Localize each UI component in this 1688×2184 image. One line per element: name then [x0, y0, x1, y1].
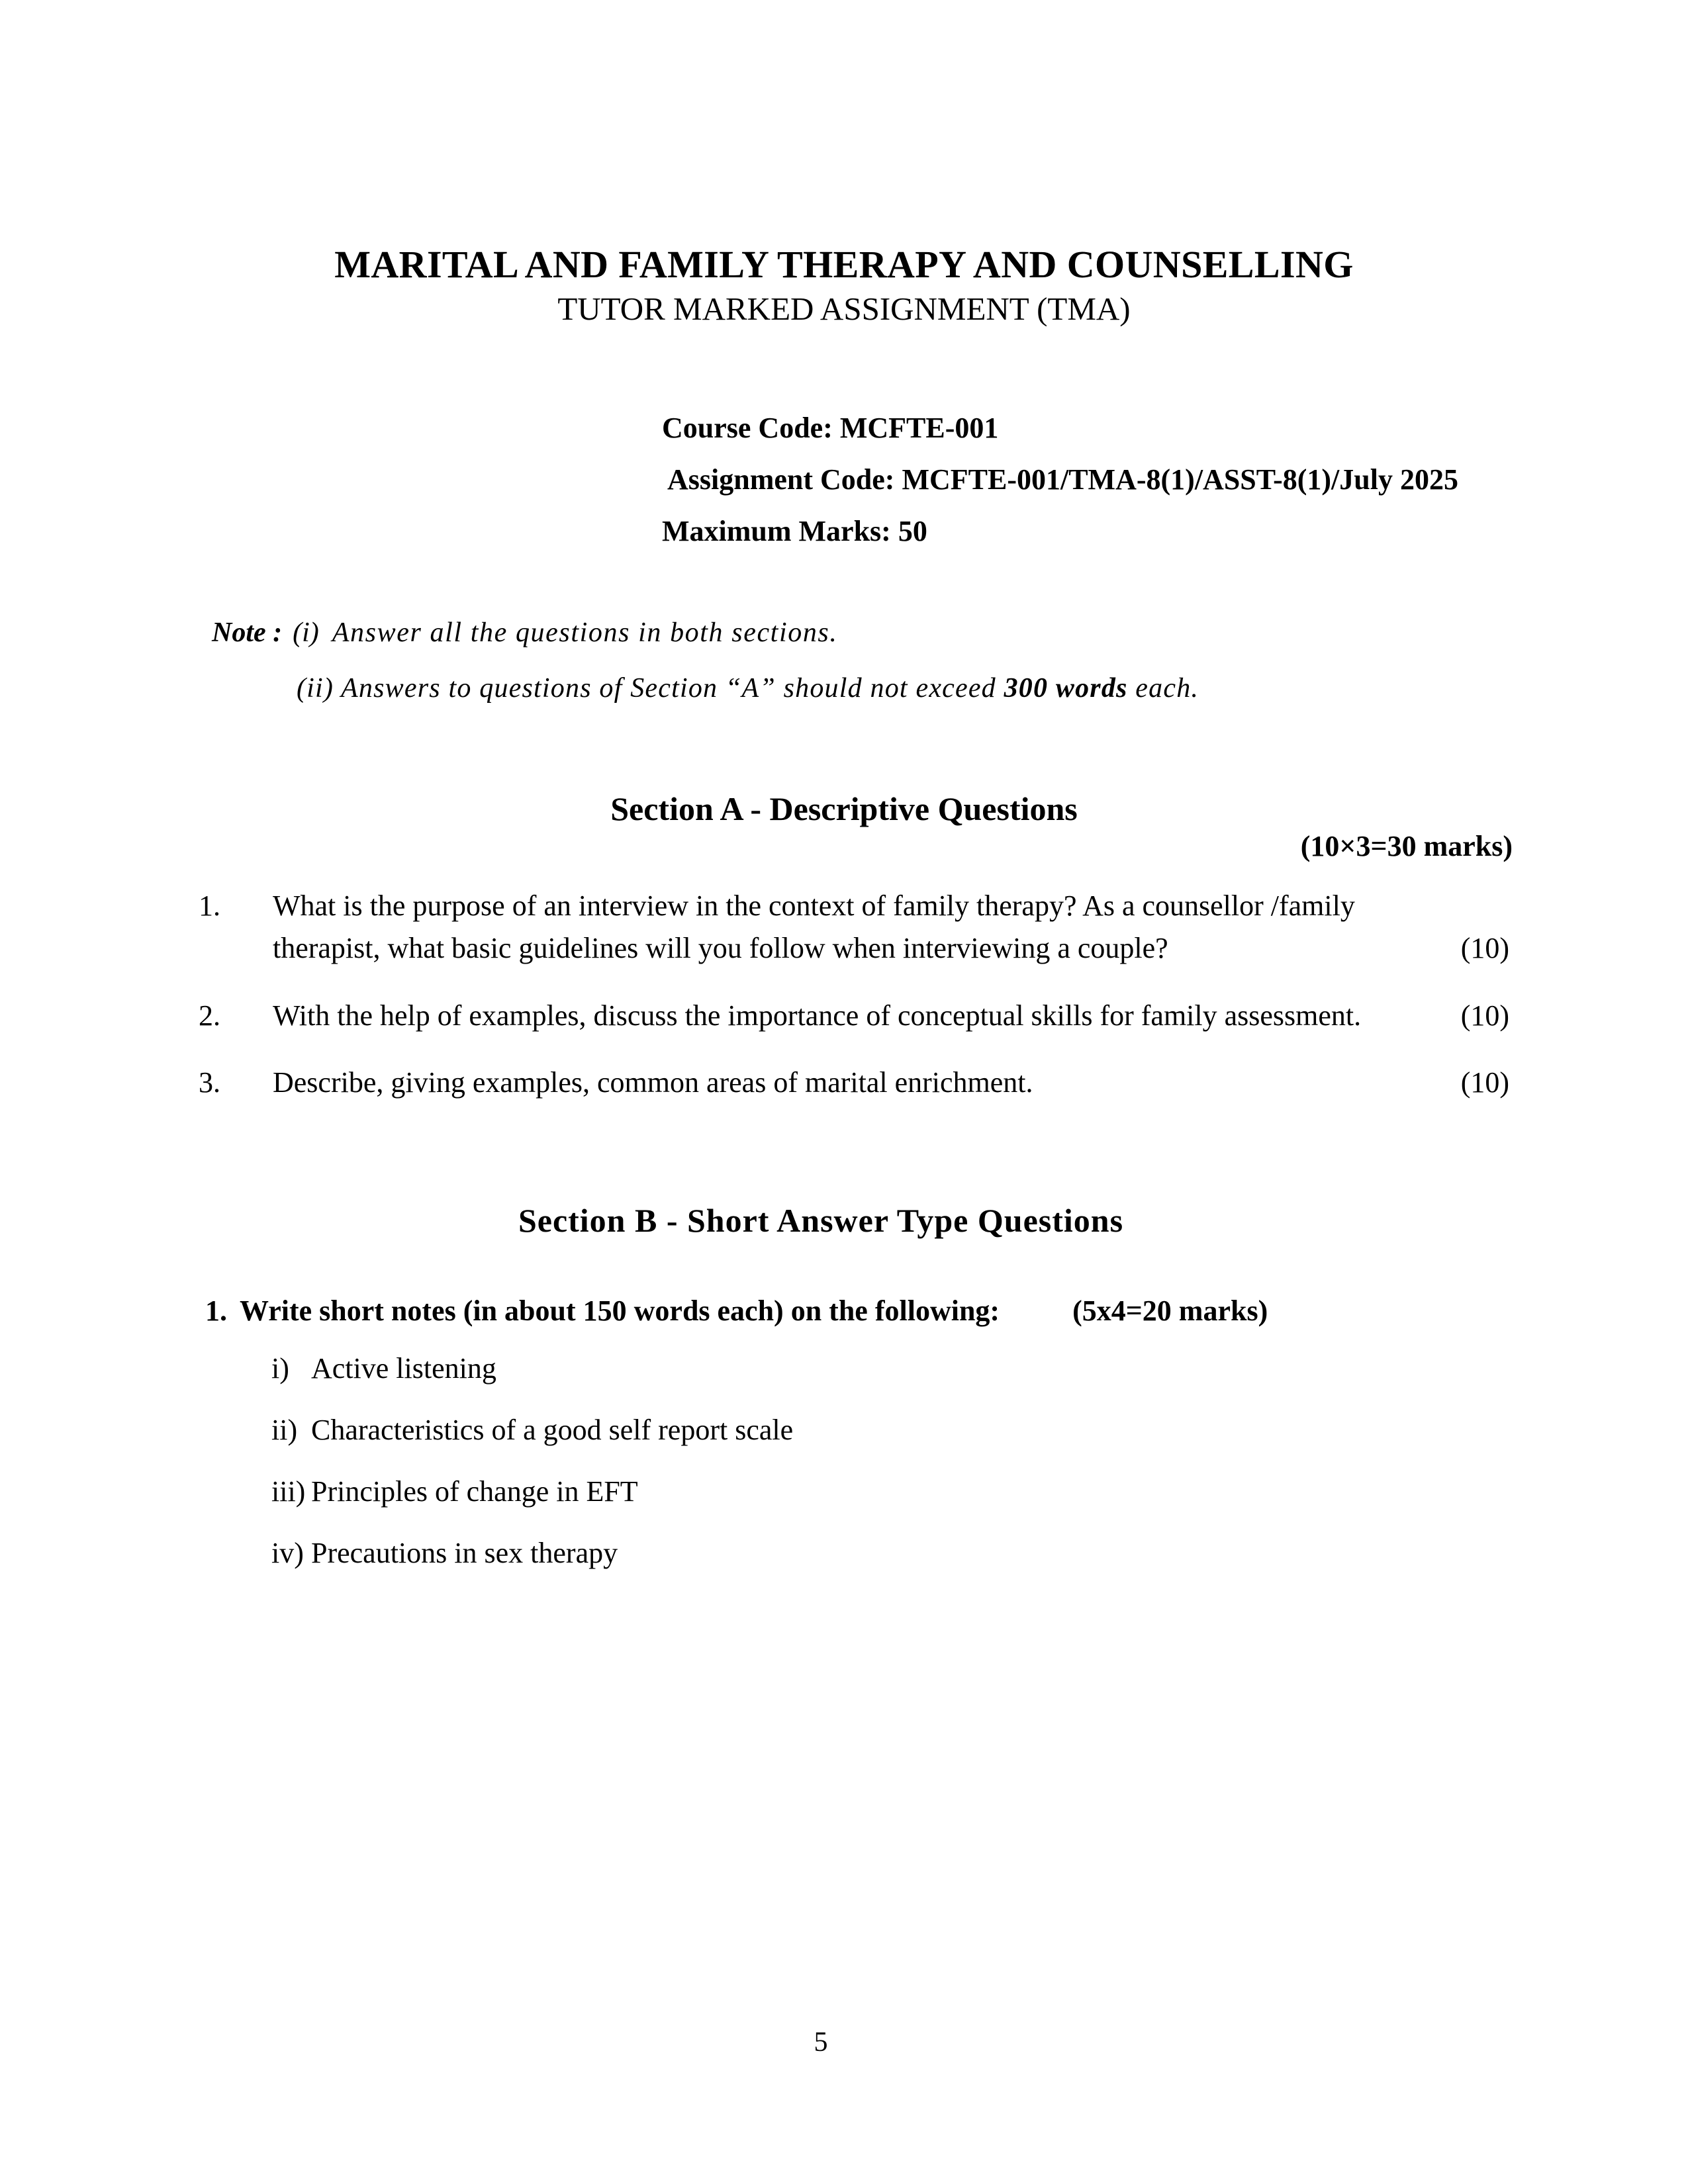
note-block — [212, 619, 1470, 702]
question-number: 1. — [199, 889, 220, 922]
question-item — [199, 1062, 1509, 1104]
section-a-marks: (10×3=30 marks) — [1300, 830, 1513, 862]
note-line-ii — [212, 674, 1470, 702]
note-item-ii-prefix: (ii) Answers to questions of Section “A” should not exceed — [297, 673, 1004, 704]
list-item — [199, 1413, 1456, 1447]
note-item-i-number: (i) — [293, 617, 319, 648]
question-marks: (10) — [1460, 999, 1509, 1032]
list-item — [199, 1475, 1456, 1508]
question-item — [199, 995, 1509, 1037]
section-b-sub-list — [199, 1351, 1456, 1598]
page-subtitle: TUTOR MARKED ASSIGNMENT (TMA) — [557, 291, 1131, 327]
question-marks: (10) — [1460, 1066, 1509, 1099]
question-number: 2. — [199, 999, 220, 1032]
section-b-question-number: 1. — [205, 1295, 227, 1327]
section-b-question — [205, 1294, 1516, 1328]
question-text: With the help of examples, discuss the importance of conceptual skills for family assessment. — [273, 999, 1362, 1032]
note-label: Note : — [212, 617, 283, 648]
section-a-heading: Section A - Descriptive Questions — [610, 790, 1078, 827]
page-number: 5 — [814, 2027, 828, 2058]
section-b-question-text: Write short notes (in about 150 words each) on the following: — [240, 1295, 1000, 1327]
sub-item-text: Characteristics of a good self report scale — [311, 1414, 794, 1446]
sub-item-number: iii) — [271, 1475, 306, 1508]
course-meta-block — [662, 414, 1458, 569]
section-b-heading: Section B - Short Answer Type Questions — [518, 1202, 1124, 1239]
sub-item-text: Active listening — [311, 1352, 496, 1385]
list-item — [199, 1536, 1456, 1570]
maximum-marks: Maximum Marks: 50 — [662, 515, 927, 547]
list-item — [199, 1351, 1456, 1385]
sub-item-text: Precautions in sex therapy — [311, 1537, 618, 1569]
sub-item-number: ii) — [271, 1414, 298, 1446]
question-marks: (10) — [1460, 931, 1509, 964]
page-title: MARITAL AND FAMILY THERAPY AND COUNSELLING — [334, 243, 1354, 286]
note-item-i-text: Answer all the questions in both sections. — [332, 617, 838, 648]
course-code: Course Code: MCFTE-001 — [662, 412, 999, 444]
section-b-marks: (5x4=20 marks) — [1072, 1295, 1268, 1327]
question-item — [199, 885, 1509, 970]
note-line-i — [212, 619, 1470, 647]
question-number: 3. — [199, 1066, 220, 1099]
question-text: What is the purpose of an interview in the context of family therapy? As a counsellor /family therapist, what basic guidelines will you follow when interviewing a couple? — [273, 889, 1355, 964]
section-a-question-list — [199, 885, 1509, 1129]
sub-item-text: Principles of change in EFT — [311, 1475, 638, 1508]
note-item-ii-emphasis: 300 words — [1004, 673, 1128, 704]
sub-item-number: i) — [271, 1352, 289, 1385]
note-item-ii-suffix: each. — [1127, 673, 1199, 704]
sub-item-number: iv) — [271, 1537, 304, 1569]
question-text: Describe, giving examples, common areas of marital enrichment. — [273, 1066, 1033, 1099]
assignment-code: Assignment Code: MCFTE-001/TMA-8(1)/ASST-8(1)/July 2025 — [667, 463, 1458, 496]
